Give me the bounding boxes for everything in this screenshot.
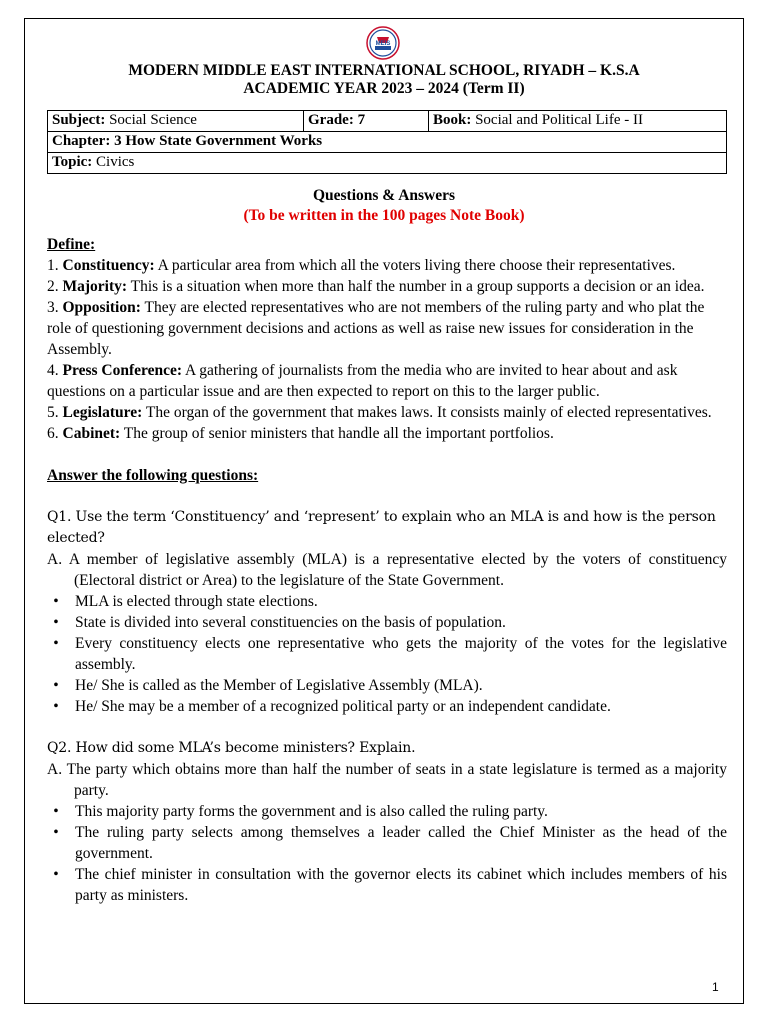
subject-cell: Subject: Social Science (48, 111, 304, 132)
answer-2-bullets (47, 801, 727, 906)
subject-value: Social Science (109, 112, 197, 128)
answer-1-bullets (47, 591, 727, 717)
list-item: • He/ She is called as the Member of Legislative Assembly (MLA). (53, 677, 483, 694)
page-number: 1 (712, 980, 719, 994)
question-1: Q1. Use the term ‘Constituency’ and ‘represent’ to explain who an MLA is and how is the person elected? (47, 509, 716, 546)
answer-heading: Answer the following questions: (47, 467, 259, 484)
school-name: MODERN MIDDLE EAST INTERNATIONAL SCHOOL, RIYADH – K.S.A (128, 62, 640, 79)
logo-text: MEIS (375, 41, 391, 47)
info-table (47, 110, 727, 174)
definition-item: 6. Cabinet: The group of senior ministers that handle all the important portfolios. (47, 425, 554, 442)
definition-item: 1. Constituency: A particular area from which all the voters living there choose their representatives. (47, 257, 676, 274)
book-value: Social and Political Life - II (475, 112, 643, 128)
topic-value: Civics (96, 154, 135, 170)
answer-1: A. A member of legislative assembly (MLA) is a representative elected by the voters of constituency (Electoral district or Area) to the legislature of the State Government. (47, 551, 727, 589)
answer-2: A. The party which obtains more than half the number of seats in a state legislature is termed as a majority party. (47, 761, 727, 799)
question-2: Q2. How did some MLA’s become ministers? Explain. (47, 740, 416, 756)
definition-item: 5. Legislature: The organ of the government that makes laws. It consists mainly of elected representatives. (47, 404, 712, 421)
list-item: • This majority party forms the government and is also called the ruling party. (53, 803, 548, 820)
chapter-cell: Chapter: 3 How State Government Works (48, 132, 727, 153)
academic-year: ACADEMIC YEAR 2023 – 2024 (Term II) (243, 80, 525, 97)
list-item: • He/ She may be a member of a recognized political party or an independent candidate. (53, 698, 611, 715)
list-item: • MLA is elected through state elections. (53, 593, 318, 610)
content (47, 234, 727, 906)
qa-title: Questions & Answers (312, 187, 456, 204)
definition-item: 4. Press Conference: A gathering of journalists from the media who are invited to hear about and ask questions on a particular issue and are then expected to report on this to the larger public. (47, 362, 678, 400)
grade-value: 7 (357, 112, 366, 128)
define-heading: Define: (47, 236, 96, 253)
grade-cell: Grade: 7 (304, 111, 429, 132)
definition-item: 2. Majority: This is a situation when more than half the number in a group supports a decision or an idea. (47, 278, 705, 295)
list-item: • The ruling party selects among themselves a leader called the Chief Minister as the head of the government. (53, 824, 727, 862)
list-item: • Every constituency elects one representative who gets the majority of the votes for the legislative assembly. (53, 635, 727, 673)
topic-cell: Topic: Civics (48, 153, 727, 174)
school-crest-logo (366, 26, 400, 60)
qa-note: (To be written in the 100 pages Note Book) (243, 207, 525, 224)
book-cell: Book: Social and Political Life - II (429, 111, 727, 132)
list-item: • The chief minister in consultation with the governor elects its cabinet which includes members of his party as ministers. (53, 866, 727, 904)
definition-item: 3. Opposition: They are elected representatives who are not members of the ruling party and who plat the role of questioning government decisions and actions as well as raise new issues for consideration in the Assembly. (47, 299, 705, 358)
list-item: • State is divided into several constituencies on the basis of population. (53, 614, 506, 631)
